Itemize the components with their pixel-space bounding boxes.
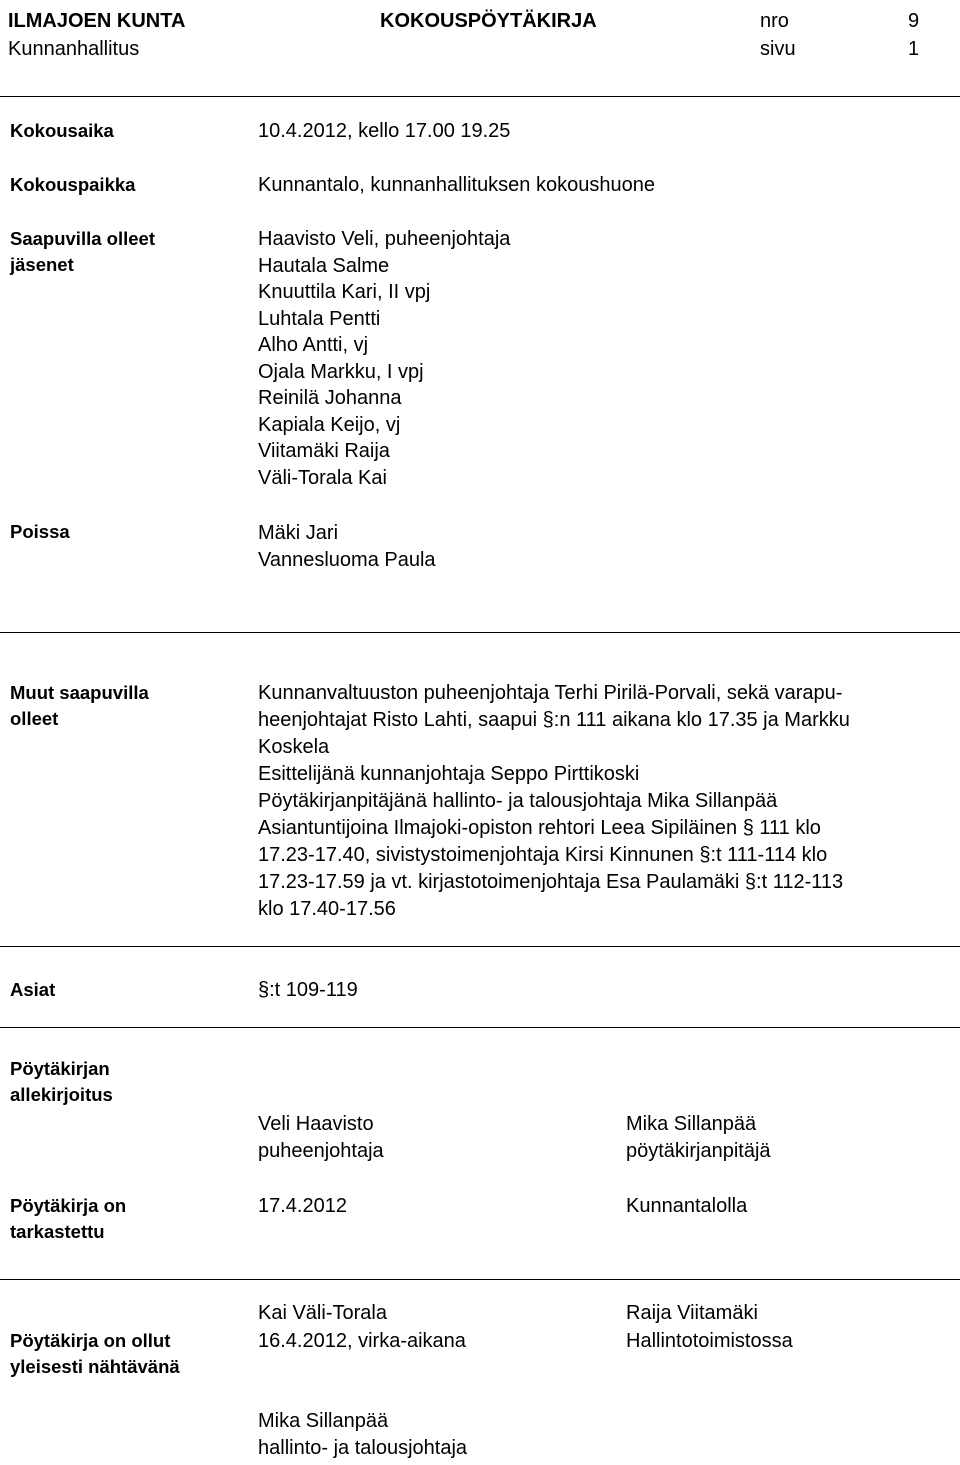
nro-value: 9 bbox=[908, 10, 920, 32]
inspection-place: Kunnantalolla bbox=[626, 1195, 748, 1217]
others-present-text bbox=[258, 680, 850, 923]
others-line: heenjohtajat Risto Lahti, saapui §:n 111 aikana klo 17.35 ja Markku bbox=[258, 709, 850, 731]
section-divider bbox=[0, 632, 960, 633]
public-display-label bbox=[10, 1328, 180, 1380]
member-item: Väli-Torala Kai bbox=[258, 466, 387, 489]
others-line: Asiantuntijoina Ilmajoki-opiston rehtori Leea Sipiläinen § 111 klo bbox=[258, 817, 821, 839]
member-item: Reinilä Johanna bbox=[258, 387, 402, 409]
meeting-time-label: Kokousaika bbox=[10, 120, 114, 141]
header-divider bbox=[0, 96, 960, 97]
absent-label: Poissa bbox=[10, 521, 70, 542]
meeting-place-label: Kokouspaikka bbox=[10, 174, 136, 195]
matters-label: Asiat bbox=[10, 979, 56, 1000]
public-display-date: 16.4.2012, virka-aikana bbox=[258, 1330, 466, 1352]
inspector-2-name: Raija Viitamäki bbox=[626, 1302, 758, 1324]
member-item: Kapiala Keijo, vj bbox=[258, 413, 401, 436]
secretary-name: Mika Sillanpää bbox=[626, 1113, 757, 1135]
certifier-name: Mika Sillanpää bbox=[258, 1410, 389, 1432]
present-members-label bbox=[10, 226, 155, 278]
signatures-label-line: allekirjoitus bbox=[10, 1084, 113, 1105]
inspection-label bbox=[10, 1193, 126, 1245]
meeting-time-value: 10.4.2012, kello 17.00 19.25 bbox=[258, 120, 511, 142]
certifier-role: hallinto- ja talousjohtaja bbox=[258, 1437, 468, 1459]
page-value: 1 bbox=[908, 38, 920, 60]
others-line: Kunnanvaltuuston puheenjohtaja Terhi Pirilä-Porvali, sekä varapu- bbox=[258, 682, 843, 704]
others-line: 17.23-17.59 ja vt. kirjastotoimenjohtaja Esa Paulamäki §:t 112-113 bbox=[258, 871, 844, 893]
present-label-line: jäsenet bbox=[10, 254, 74, 275]
section-divider bbox=[0, 1027, 960, 1028]
others-label-line: Muut saapuvilla bbox=[10, 682, 149, 703]
municipality-name: ILMAJOEN KUNTA bbox=[8, 10, 186, 32]
others-line: Esittelijänä kunnanjohtaja Seppo Pirttikoski bbox=[258, 763, 640, 785]
others-line: klo 17.40-17.56 bbox=[258, 898, 396, 920]
present-members-list bbox=[258, 226, 510, 491]
nro-label: nro bbox=[760, 10, 789, 32]
inspection-date: 17.4.2012 bbox=[258, 1195, 347, 1217]
section-divider bbox=[0, 946, 960, 947]
member-item: Viitamäki Raija bbox=[258, 440, 390, 462]
others-present-label bbox=[10, 680, 149, 732]
others-line: 17.23-17.40, sivistystoimenjohtaja Kirsi Kinnunen §:t 111-114 klo bbox=[258, 844, 828, 866]
signatures-label-line: Pöytäkirjan bbox=[10, 1058, 110, 1079]
page-label: sivu bbox=[760, 38, 796, 60]
public-display-label-line: Pöytäkirja on ollut bbox=[10, 1330, 171, 1351]
member-item: Hautala Salme bbox=[258, 254, 390, 277]
member-item: Knuuttila Kari, II vpj bbox=[258, 281, 431, 303]
chair-name: Veli Haavisto bbox=[258, 1113, 374, 1135]
member-item: Alho Antti, vj bbox=[258, 334, 369, 356]
inspection-label-line: Pöytäkirja on bbox=[10, 1195, 127, 1216]
organ-name: Kunnanhallitus bbox=[8, 38, 140, 60]
member-item: Haavisto Veli, puheenjohtaja bbox=[258, 228, 511, 250]
public-display-place: Hallintotoimistossa bbox=[626, 1330, 793, 1352]
others-label-line: olleet bbox=[10, 708, 59, 729]
signatures-label bbox=[10, 1056, 113, 1108]
meeting-place-value: Kunnantalo, kunnanhallituksen kokoushuone bbox=[258, 174, 655, 196]
absent-members-list bbox=[258, 520, 436, 573]
document-type: KOKOUSPÖYTÄKIRJA bbox=[380, 10, 597, 32]
inspector-1-name: Kai Väli-Torala bbox=[258, 1302, 387, 1324]
present-label-line: Saapuvilla olleet bbox=[10, 228, 155, 249]
member-item: Ojala Markku, I vpj bbox=[258, 360, 424, 383]
member-item: Luhtala Pentti bbox=[258, 307, 381, 330]
secretary-role: pöytäkirjanpitäjä bbox=[626, 1140, 771, 1162]
absent-member-item: Mäki Jari bbox=[258, 522, 339, 544]
others-line: Koskela bbox=[258, 736, 330, 758]
matters-value: §:t 109-119 bbox=[258, 979, 358, 1001]
chair-role: puheenjohtaja bbox=[258, 1140, 384, 1162]
inspection-label-line: tarkastettu bbox=[10, 1221, 105, 1242]
others-line: Pöytäkirjanpitäjänä hallinto- ja talousjohtaja Mika Sillanpää bbox=[258, 790, 778, 812]
absent-member-item: Vannesluoma Paula bbox=[258, 548, 436, 571]
public-display-label-line: yleisesti nähtävänä bbox=[10, 1356, 180, 1377]
section-divider bbox=[0, 1279, 960, 1280]
